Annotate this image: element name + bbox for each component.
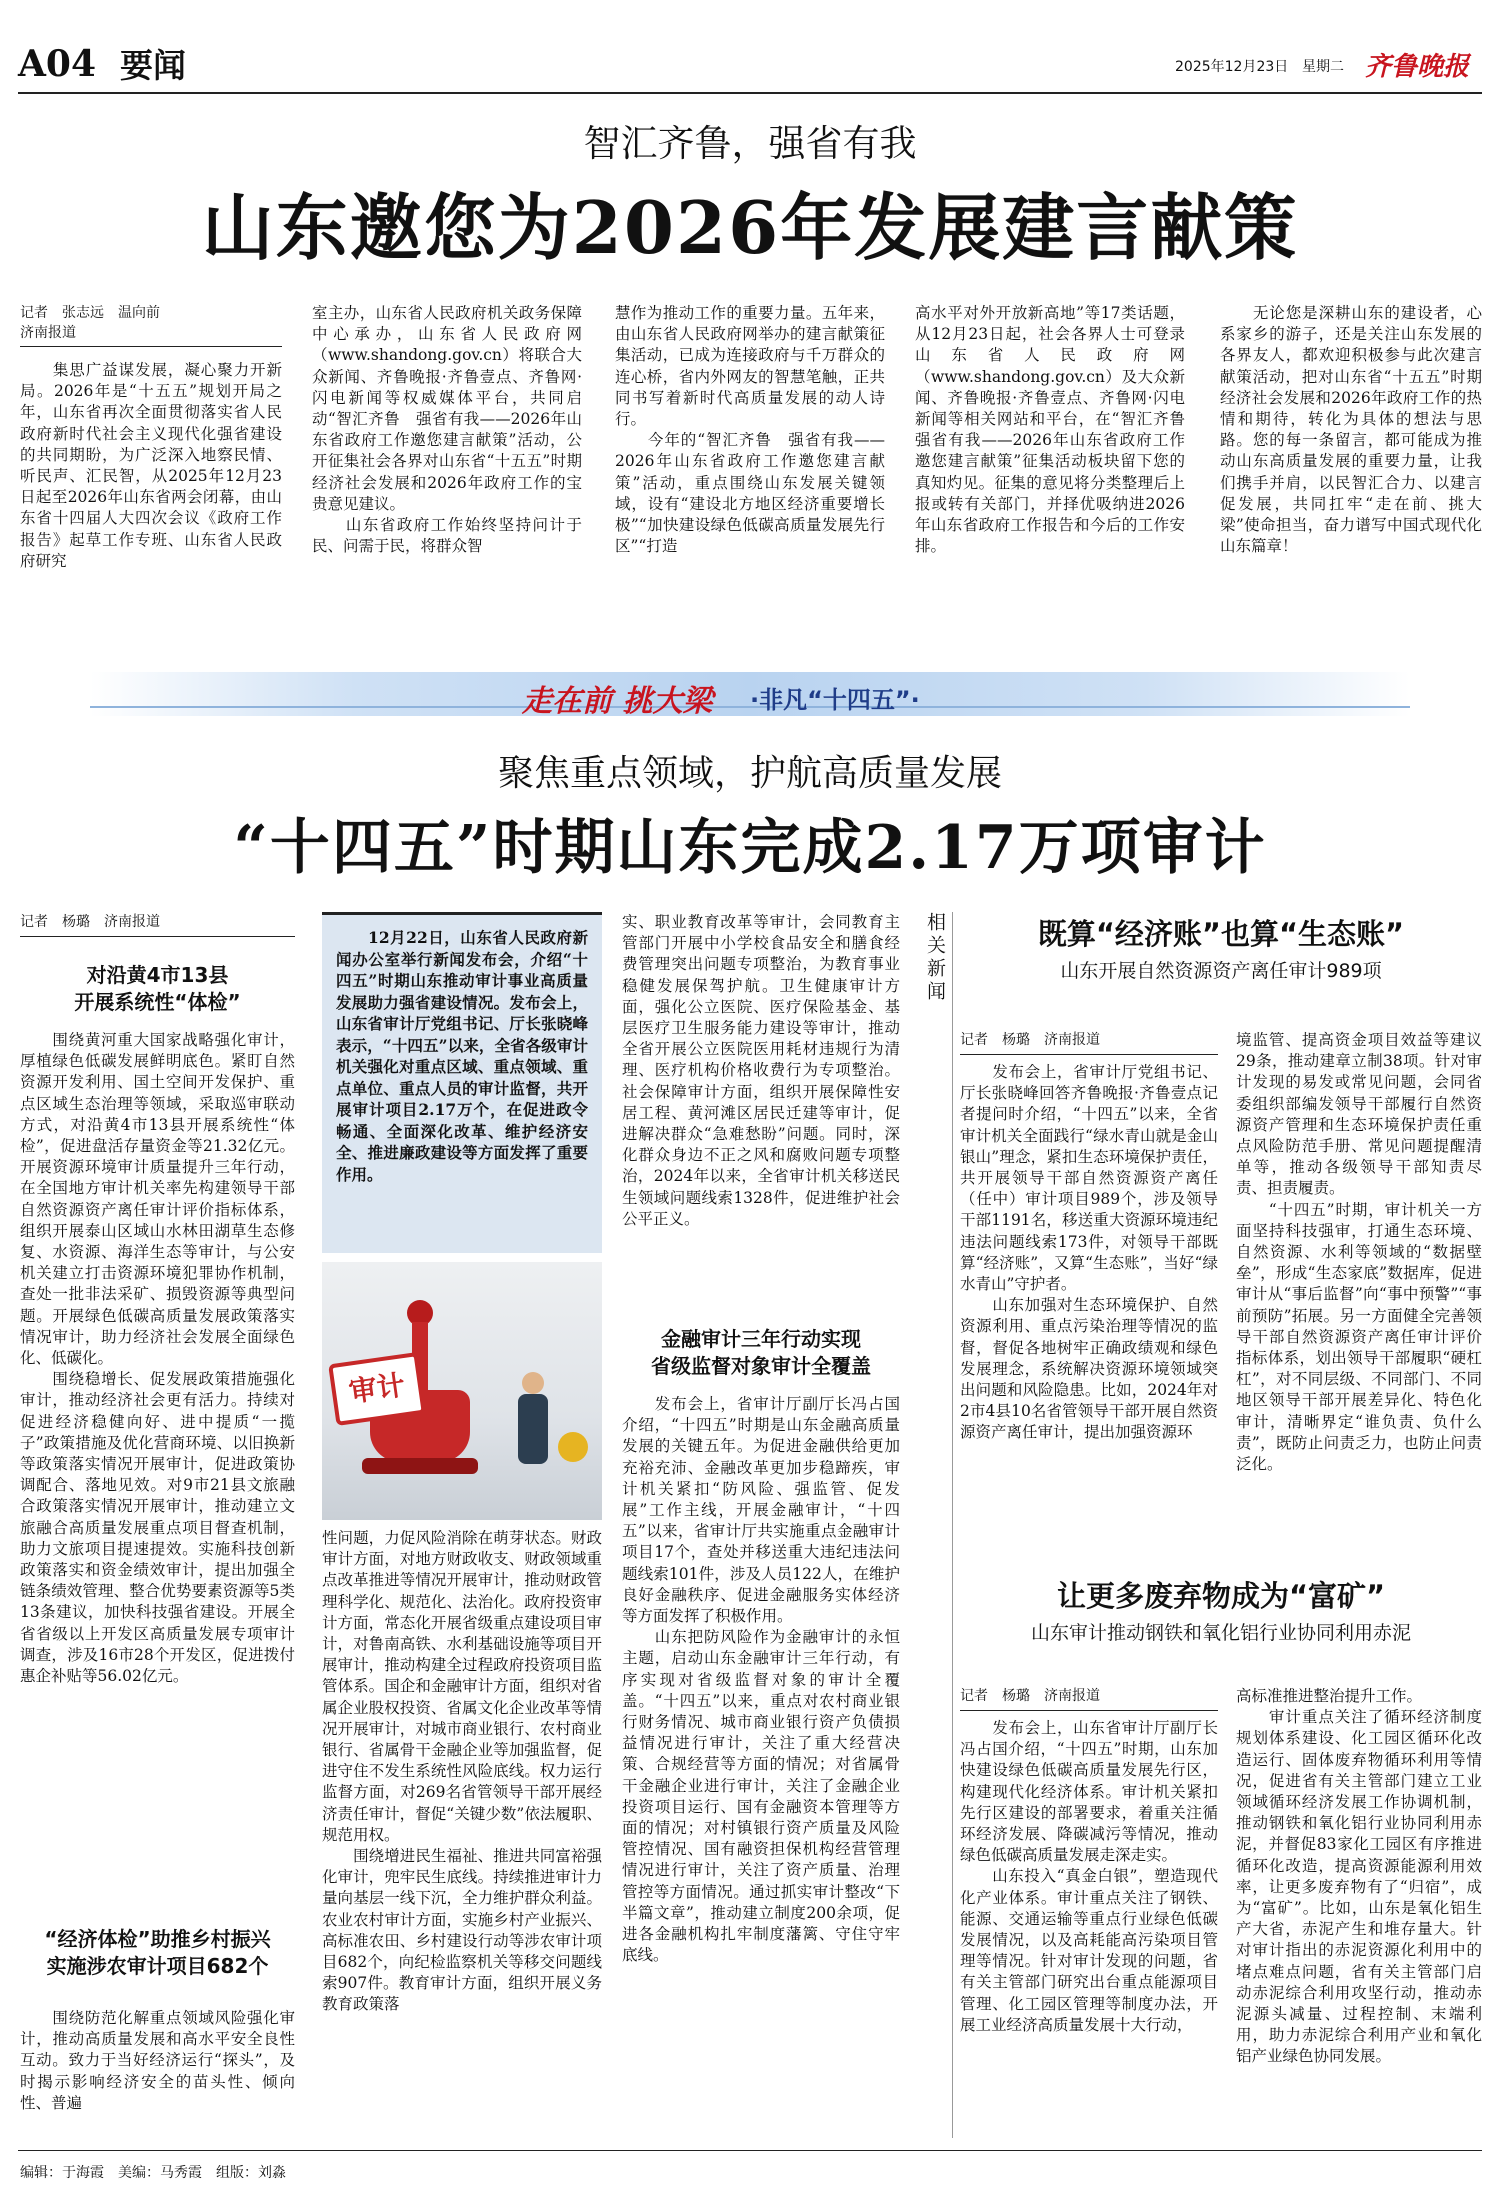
side2-column-2: 高标准推进整治提升工作。 审计重点关注了循环经济制度规划体系建设、化工园区循环化改造运行、固体废弃物循环利用等情况，促进省有关主管部门建立工业领域循环经济发展工作协调机制，推动钢铁和氧化铝行业协同利用赤泥，并督促83家化工园区有序推进循环化改造，提高资源能源利用效率，让更多废弃物有了“归宿”，成为“富矿”。比如，山东是氧化铝生产大省，赤泥产生和堆存量大。针对审计指出的赤泥资源化利用中的堵点难点问题，省有关主管部门启动赤泥综合利用攻坚行动，推动赤泥源头减量、过程控制、末端利用，助力赤泥综合利用产业和氧化铝产业绿色协同发展。 <box>1236 1687 1482 2066</box>
newspaper-logo: 齐鲁晚报 <box>1365 52 1470 82</box>
side2-byline: 记者 杨璐 济南报道 <box>960 1688 1100 1704</box>
article1-dateline: 济南报道 <box>20 325 76 341</box>
article1-column-4: 高水平对外开放新高地”等17类话题，从12月23日起，社会各界人士可登录山东省人民政府网（www.shandong.gov.cn）及大众新闻、齐鲁晚报·齐鲁壹点、齐鲁网·闪电新闻等相关网站和平台，在“智汇齐鲁 强省有我——2026年山东省政府工作邀您建言献策”征集活动板块留下您的真知灼见。征集的意见将分类整理后上报或转有关部门，并择优吸纳进2026年山东省政府工作报告和今后的工作安排。 <box>915 304 1201 556</box>
issue-date: 2025年12月23日 <box>1175 59 1289 75</box>
article1-column-3: 慧作为推动工作的重要力量。五年来，由山东省人民政府网举办的建言献策征集活动，已成为连接政府与千万群众的连心桥，省内外网友的智慧笔触，正共同书写着新时代高质量发展的动人诗行。 今年的“智汇齐鲁 强省有我——2026年山东省政府工作邀您建言献策”活动，重点围绕山东发展关键领域，设有“建设北方地区经济重要增长极”“加快建设绿色低碳高质量发展先行区”“打造 <box>615 304 885 556</box>
article2-column-2b: 性问题，力促风险消除在萌芽状态。财政审计方面，对地方财政收支、财政领域重点改革推进等情况开展审计，推动财政管理科学化、规范化、法治化。政府投资审计方面，常态化开展省级重点建设项目审计，对鲁南高铁、水利基础设施等项目开展审计，推动构建全过程政府投资项目监管体系。国企和金融审计方面，组织对省属企业股权投资、省属文化企业改革等情况开展审计，对城市商业银行、农村商业银行、省属骨干金融企业等加强监督，促进守住不发生系统性风险底线。权力运行监督方面，对269名省管领导干部开展经济责任审计，督促“关键少数”依法履职、规范用权。 围绕增进民生福祉、推进共同富裕强化审计，兜牢民生底线。持续推进审计力量向基层一线下沉，全力维护群众利益。农业农村审计方面，实施乡村产业振兴、高标准农田、乡村建设行动等涉农审计项目682个，向纪检监察机关等移交问题线索907件。教育审计方面，组织开展义务教育政策落 <box>322 1529 602 2014</box>
article1-column-1: 集思广益谋发展，凝心聚力开新局。2026年是“十五五”规划开局之年，山东省再次全面贯彻落实省人民政府新时代社会主义现代化强省建设的共同期盼，为广泛深入地察民情、听民声、汇民智，从2025年12月23日起至2026年山东省两会闭幕，由山东省十四届人大四次会议《政府工作报告》起草工作专班、山东省人民政府研究 <box>20 361 282 570</box>
page-number: A04 <box>18 43 97 85</box>
article2-byline-rule <box>20 936 295 937</box>
coin-icon <box>558 1432 588 1462</box>
article1-title: 山东邀您为2026年发展建言献策 <box>201 185 1299 270</box>
related-news-text: 相关新闻 <box>924 912 946 1004</box>
side1-column-2: 境监管、提高资金项目效益等建议29条，推动建章立制38项。针对审计发现的易发或常见问题，会同省委组织部编发领导干部履行自然资源资产管理和生态环境保护责任重点风险防范手册、常见问题提醒清单等，推动各级领导干部知责尽责、担责履责。 “十四五”时期，审计机关一方面坚持科技强审，打通生态环境、自然资源、水利等领域的“数据壁垒”，形成“生态家底”数据库，促进审计从“事后监督”向“事中预警”“事前预防”拓展。另一方面健全完善领导干部自然资源资产离任审计评价指标体系，划出领导干部履职“硬杠杠”，对不同层级、不同部门、不同地区领导干部开展差异化、特色化审计，清晰界定“谁负责、负什么责”，既防止问责乏力，也防止问责泛化。 <box>1236 1031 1482 1474</box>
article2-byline: 记者 杨璐 济南报道 <box>20 914 160 930</box>
article1-column-5: 无论您是深耕山东的建设者，心系家乡的游子，还是关注山东发展的各界友人，都欢迎积极参与此次建言献策活动，把对山东省“十五五”时期经济社会发展和2026年政府工作的热情和期待，转化为具体的想法与思路。您的每一条留言，都可能成为推动山东高质量发展的重要力量，让我们携手并肩，以民智汇合力、以建言促发展，共同扛牢“走在前、挑大梁”使命担当，奋力谱写中国式现代化山东篇章！ <box>1220 304 1482 556</box>
side1-byline-rule <box>960 1054 1218 1055</box>
article1-column-2: 室主办，山东省人民政府机关政务保障中心承办，山东省人民政府网（www.shandong.gov.cn）将联合大众新闻、齐鲁晚报·齐鲁壹点、齐鲁网·闪电新闻等权威媒体平台，共同启动“智汇齐鲁 强省有我——2026年山东省政府工作邀您建言献策”活动，公开征集社会各界对山东省“十五五”时期经济社会发展和2026年政府工作的宝贵意见建议。 山东省政府工作始终坚持问计于民、问需于民，将群众智 <box>312 304 582 556</box>
banner-text: ·非凡“十四五”· <box>750 686 920 714</box>
article1-reporters: 记者 张志远 温向前 <box>20 305 160 321</box>
page-header <box>0 0 1500 95</box>
article1-byline-rule <box>20 346 282 347</box>
footer-credits: 编辑：于海霞 美编：马秀霞 组版：刘淼 <box>20 2165 286 2181</box>
section-name: 要闻 <box>120 46 186 85</box>
side2-title: 让更多废弃物成为“富矿” <box>1056 1579 1386 1613</box>
audit-sign-text: 审计 <box>346 1368 407 1409</box>
article2-kicker: 聚焦重点领域，护航高质量发展 <box>497 753 1002 794</box>
header-rule <box>18 92 1482 94</box>
side1-subtitle: 山东开展自然资源资产离任审计989项 <box>1060 960 1382 982</box>
article1-byline <box>20 303 290 343</box>
article2-column-1a: 围绕黄河重大国家战略强化审计，厚植绿色低碳发展鲜明底色。紧盯自然资源开发利用、国土空间开发保护、重点区域生态治理等领域，采取巡审联动方式，对沿黄4市13县开展系统性“体检”，促进盘活存量资金等21.32亿元。开展资源环境审计质量提升三年行动，在全国地方审计机关率先构建领导干部自然资源资产离任审计评价指标体系，组织开展泰山区域山水林田湖草生态修复、水资源、海洋生态等审计，与公安机关建立打击资源环境犯罪协作机制，查处一批非法采矿、损毁资源等典型问题。开展绿色低碳高质量发展政策落实情况审计，助力经济社会发展全面绿色化、低碳化。 围绕稳增长、促发展政策措施强化审计，推动经济社会更有活力。持续对促进经济稳健向好、进中提质“一揽子”政策措施及优化营商环境、以旧换新等政策落实情况开展审计，促进政策协调配合、落地见效。对9市21县文旅融合政策落实情况开展审计，推动建立文旅融合高质量发展重点项目督查机制，助力文旅项目提速提效。实施科技创新政策落实和资金绩效审计，提出加强全链条绩效管理、整合优势要素资源等5类13条建议，加快科技强省建设。开展全省省级以上开发区高质量发展专项审计调查，涉及16市28个开发区，促进拨付惠企补贴等56.02亿元。 <box>20 1031 295 1686</box>
stamp-pad-icon <box>362 1458 478 1474</box>
side2-byline-rule <box>960 1710 1218 1711</box>
related-divider <box>952 912 953 2138</box>
article1-kicker: 智汇齐鲁，强省有我 <box>583 122 917 165</box>
banner-script: 走在前 挑大梁 <box>522 684 713 719</box>
issue-weekday: 星期二 <box>1302 59 1344 75</box>
article2-column-3b: 发布会上，省审计厅副厅长冯占国介绍，“十四五”时期是山东金融高质量发展的关键五年。为促进金融供给更加充裕充沛、金融改革更加步稳蹄疾，审计机关紧扣“防风险、强监管、促发展”工作主线，开展金融审计，“十四五”以来，省审计厅共实施重点金融审计项目17个，查处并移送重大违纪违法问题线索101件，涉及人员122人，在维护良好金融秩序、促进金融服务实体经济等方面发挥了积极作用。 山东把防风险作为金融审计的永恒主题，启动山东金融审计三年行动，有序实现对省级监督对象的审计全覆盖。“十四五”以来，重点对农村商业银行财务情况、城市商业银行资产负债损益情况进行审计，关注了重大经营决策、合规经营等方面的情况；对省属骨干金融企业进行审计，关注了金融企业投资项目运行、国有金融资本管理等方面的情况；对村镇银行资产质量及风险管控情况、国有融资担保机构经营管理情况进行审计，关注了资产质量、治理管控等方面情况。通过抓实审计整改“下半篇文章”，推动建立制度200余项，促进各金融机构扎牢制度藩篱、守住守牢底线。 <box>622 1395 900 1965</box>
article2-subhead-3: 金融审计三年行动实现 省级监督对象审计全覆盖 <box>651 1327 871 1378</box>
series-banner <box>90 672 1410 719</box>
article2-column-3a: 实、职业教育改革等审计，会同教育主管部门开展中小学校食品安全和膳食经费管理突出问题专项整治，为教育事业稳健发展保驾护航。卫生健康审计方面，强化公立医院、医疗保险基金、基层医疗卫生服务能力建设等审计，推动全省开展公立医院医用耗材违规行为清理、医疗机构价格收费行为专项整治。社会保障审计方面，组织开展保障性安居工程、黄河滩区居民迁建等审计，促进解决群众“急难愁盼”问题。同时，深化群众身边不正之风和腐败问题专项整治，2024年以来，全省审计机关移送民生领域问题线索1328件，促进维护社会公平正义。 <box>622 913 900 1228</box>
side2-subtitle: 山东审计推动钢铁和氧化铝行业协同利用赤泥 <box>1030 1622 1411 1644</box>
side1-column-1: 发布会上，省审计厅党组书记、厅长张晓峰回答齐鲁晚报·齐鲁壹点记者提问时介绍，“十四五”以来，全省审计机关全面践行“绿水青山就是金山银山”理念，紧扣生态环境保护责任，共开展领导干部自然资源资产离任（任中）审计项目989个，涉及领导干部1191名，移送重大资源环境违纪违法问题线索173件，对领导干部既算“经济账”，又算“生态账”，当好“绿水青山”守护者。 山东加强对生态环境保护、自然资源利用、重点污染治理等情况的监督，督促各地树牢正确政绩观和绿色发展理念，系统解决资源环境领域突出问题和风险隐患。比如，2024年对2市4县10名省管领导干部开展自然资源资产离任审计，提出加强资源环 <box>960 1063 1218 1442</box>
figurine-body-icon <box>518 1394 548 1464</box>
lead-box <box>322 912 602 1253</box>
article2-subhead-2: “经济体检”助推乡村振兴 实施涉农审计项目682个 <box>44 1927 271 1978</box>
lead-text: 12月22日，山东省人民政府新闻办公室举行新闻发布会，介绍“十四五”时期山东推动审计事业高质量发展助力强省建设情况。发布会上，山东省审计厅党组书记、厅长张晓峰表示，“十四五”以来，全省各级审计机关强化对重点区域、重点领域、重点单位、重点人员的审计监督，共开展审计项目2.17万个，在促进政令畅通、全面深化改革、维护经济安全、推进廉政建设等方面发挥了重要作用。 <box>336 928 588 1184</box>
audit-sign <box>328 1352 426 1426</box>
related-news-label <box>922 912 946 1004</box>
audit-photo <box>322 1262 602 1520</box>
side1-byline: 记者 杨璐 济南报道 <box>960 1032 1100 1048</box>
article2-column-1b: 围绕防范化解重点领域风险强化审计，推动高质量发展和高水平安全良性互动。致力于当好经济运行“探头”，及时揭示影响经济安全的苗头性、倾向性、普遍 <box>20 2009 295 2112</box>
side2-column-1: 发布会上，山东省审计厅副厅长冯占国介绍，“十四五”时期，山东加快建设绿色低碳高质量发展先行区，构建现代化经济体系。审计机关紧扣先行区建设的部署要求，着重关注循环经济发展、降碳减污等情况，推动绿色低碳高质量发展走深走实。 山东投入“真金白银”，塑造现代化产业体系。审计重点关注了钢铁、能源、交通运输等重点行业绿色低碳发展情况，以及高耗能高污染项目管理等情况。针对审计发现的问题，省有关主管部门研究出台重点能源项目管理、化工园区管理等制度办法，开展工业经济高质量发展十大行动， <box>960 1719 1218 2034</box>
figurine-icon <box>522 1372 544 1394</box>
side1-title: 既算“经济账”也算“生态账” <box>1037 917 1405 951</box>
footer-rule <box>18 2150 1482 2151</box>
article2-subhead-1: 对沿黄4市13县 开展系统性“体检” <box>74 963 241 1014</box>
article2-title: “十四五”时期山东完成2.17万项审计 <box>233 813 1267 883</box>
